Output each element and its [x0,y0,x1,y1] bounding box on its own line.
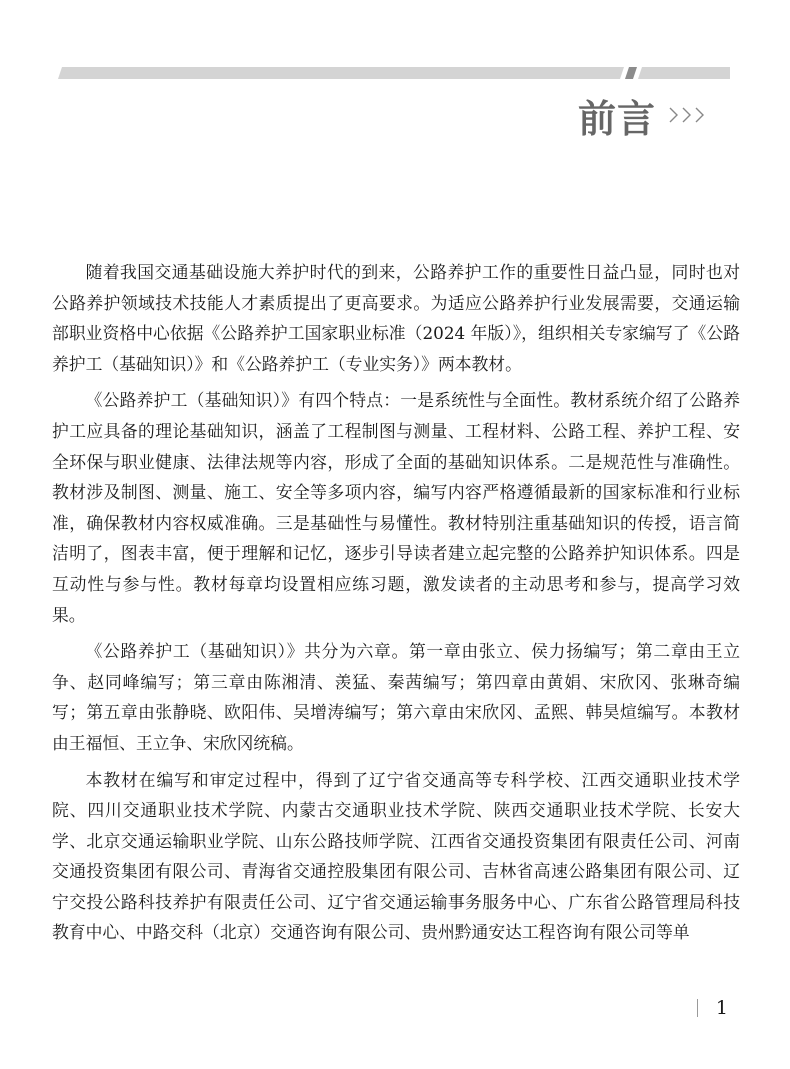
page-number: 1 [715,997,728,1019]
paragraph-1: 随着我国交通基础设施大养护时代的到来，公路养护工作的重要性日益凸显，同时也对公路养护领域技术技能人才素质提出了更高要求。为适应公路养护行业发展需要，交通运输部职业资格中心依据《公路养护工国家职业标准（2024 年版）》，组织相关专家编写了《公路养护工（基础知识）》和《公路养护工（专业实务）》两本教材。 [52,262,740,374]
header-band [58,67,730,79]
paragraph-4: 本教材在编写和审定过程中，得到了辽宁省交通高等专科学校、江西交通职业技术学院、四川交通职业技术学院、内蒙古交通职业技术学院、陕西交通职业技术学院、长安大学、北京交通运输职业学院、山东公路技师学院、江西省交通投资集团有限责任公司、河南交通投资集团有限公司、青海省交通控股集团有限公司、吉林省高速公路集团有限公司、辽宁交投公路科技养护有限责任公司、辽宁省交通运输事务服务中心、广东省公路管理局科技教育中心、中路交科（北京）交通咨询有限公司、贵州黔通安达工程咨询有限公司等单 [52,769,740,943]
paragraph-2: 《公路养护工（基础知识）》有四个特点：一是系统性与全面性。教材系统介绍了公路养护工应具备的理论基础知识，涵盖了工程制图与测量、工程材料、公路工程、养护工程、安全环保与职业健康、法律法规等内容，形成了全面的基础知识体系。二是规范性与准确性。教材涉及制图、测量、施工、安全等多项内容，编写内容严格遵循最新的国家标准和行业标准，确保教材内容权威准确。三是基础性与易懂性。教材特别注重基础知识的传授，语言简洁明了，图表丰富，便于理解和记忆，逐步引导读者建立起完整的公路养护知识体系。四是互动性与参与性。教材每章均设置相应练习题，激发读者的主动思考和参与，提高学习效果。 [52,390,740,625]
page-footer [697,996,728,1020]
header-band-graphic [58,67,730,79]
title-block [578,90,708,140]
preface-body [52,257,740,954]
header-band-right [638,67,730,79]
page-title: 前言 [577,96,656,141]
triple-chevron-right-icon [668,105,708,125]
header-band-left [58,67,624,79]
paragraph-3: 《公路养护工（基础知识）》共分为六章。第一章由张立、侯力扬编写；第二章由王立争、赵同峰编写；第三章由陈湘清、羡猛、秦茜编写；第四章由黄娟、宋欣冈、张琳奇编写；第五章由张静晓、欧阳伟、吴增涛编写；第六章由宋欣冈、孟熙、韩昊煊编写。本教材由王福恒、王立争、宋欣冈统稿。 [52,641,740,753]
footer-divider [697,999,698,1017]
header-band-slash [625,67,637,79]
